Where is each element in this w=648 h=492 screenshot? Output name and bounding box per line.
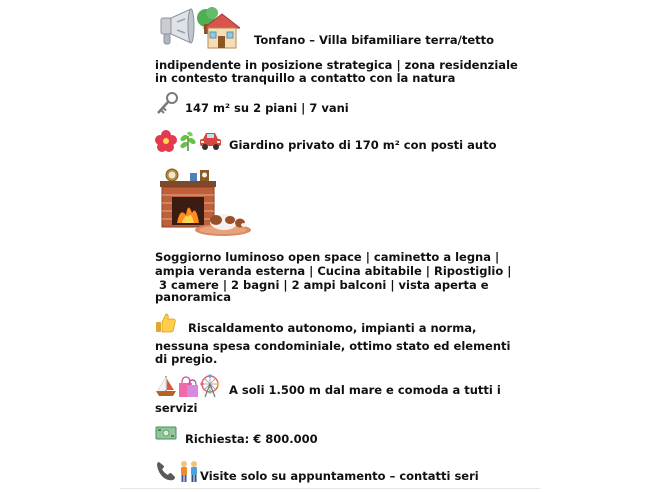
ferris-wheel-icon <box>199 374 221 398</box>
heating-line-2: nessuna spesa condominiale, ottimo stato ed elementi <box>155 339 511 353</box>
banknote-icon <box>155 425 177 441</box>
key-icon <box>155 92 179 116</box>
megaphone-icon <box>155 6 197 48</box>
shopping-bags-icon <box>177 375 199 398</box>
listing-title: Tonfano – Villa bifamiliare terra/tetto <box>254 33 495 47</box>
features-line-2: ampia veranda esterna | Cucina abitabile | Ripostiglio | <box>155 264 512 278</box>
features-line-1: Soggiorno luminoso open space | caminetto a legna | <box>155 250 500 264</box>
contact-text: Visite solo su appuntamento – contatti seri <box>200 469 479 483</box>
sailboat-icon <box>155 374 177 398</box>
couple-icon <box>178 460 200 484</box>
bottom-divider <box>120 488 540 489</box>
intro-line-1: indipendente in posizione strategica | zona residenziale <box>155 58 518 72</box>
features-line-3: 3 camere | 2 bagni | 2 ampi balconi | vista aperta e <box>155 278 489 292</box>
size-text: 147 m² su 2 piani | 7 vani <box>185 101 349 115</box>
telephone-icon <box>155 460 177 482</box>
dog-icon <box>194 208 252 236</box>
hibiscus-icon <box>155 130 177 152</box>
heating-line-1: Riscaldamento autonomo, impianti a norma, <box>188 321 477 335</box>
price-text: Richiesta: € 800.000 <box>185 432 318 446</box>
garden-text: Giardino privato di 170 m² con posti auto <box>229 138 497 152</box>
thumbs-up-icon <box>155 312 177 334</box>
location-line-2: servizi <box>155 401 198 415</box>
intro-line-2: in contesto tranquillo a contatto con la natura <box>155 71 456 85</box>
features-line-4: panoramica <box>155 290 232 304</box>
location-line-1: A soli 1.500 m dal mare e comoda a tutti i <box>229 383 501 397</box>
heating-line-3: di pregio. <box>155 352 218 366</box>
herb-icon <box>177 130 199 152</box>
house-icon <box>196 6 240 50</box>
car-icon <box>199 131 222 151</box>
